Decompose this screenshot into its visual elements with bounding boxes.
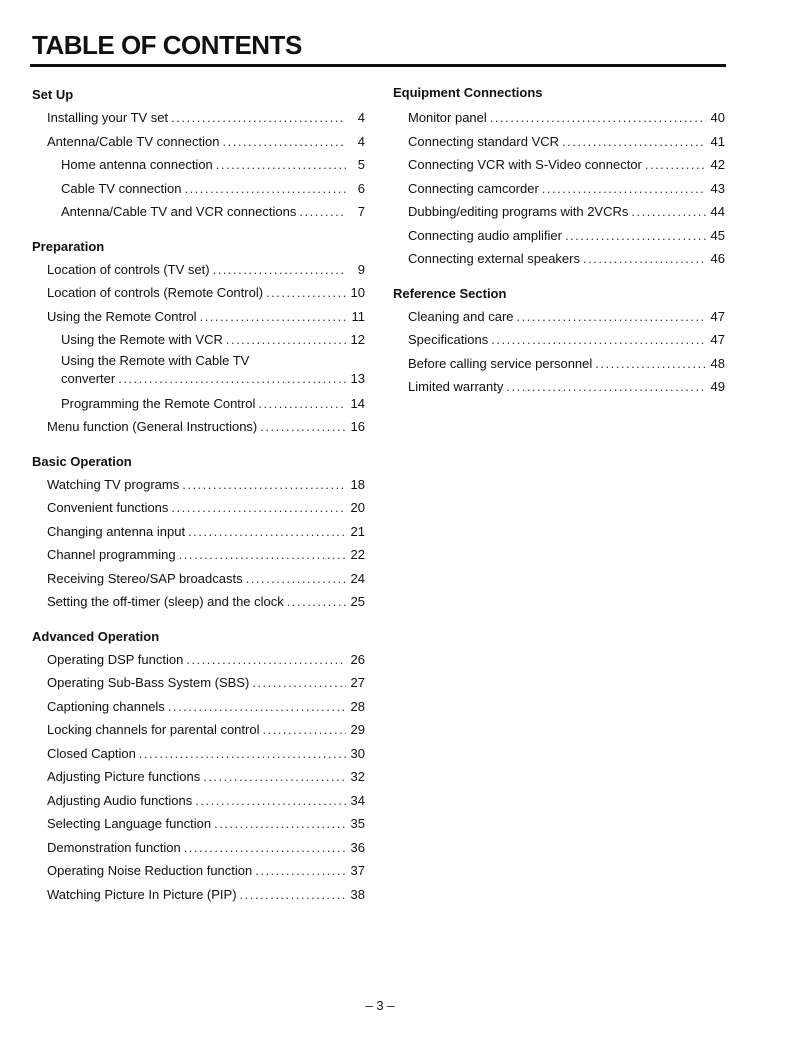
entry-label: Cleaning and care xyxy=(408,308,514,324)
toc-entry[interactable] xyxy=(32,473,365,497)
section-basic-operation xyxy=(32,447,365,614)
entry-label: Menu function (General Instructions) xyxy=(47,419,258,434)
right-column xyxy=(393,80,725,407)
toc-entry[interactable] xyxy=(32,742,365,766)
toc-entry[interactable] xyxy=(32,765,365,789)
entry-page: 4 xyxy=(357,110,365,125)
toc-entry[interactable] xyxy=(393,305,725,329)
entry-label: Convenient functions xyxy=(47,500,169,515)
entry-label: Monitor panel xyxy=(408,110,487,125)
entry-page: 37 xyxy=(350,863,365,878)
entry-page: 24 xyxy=(350,570,365,586)
leader-dots xyxy=(260,415,346,439)
toc-entry[interactable] xyxy=(32,130,365,154)
section-advanced-operation xyxy=(32,622,365,907)
leader-dots xyxy=(595,352,706,376)
toc-entry[interactable] xyxy=(32,883,365,907)
entry-label: Connecting camcorder xyxy=(408,180,539,196)
toc-entry[interactable] xyxy=(32,859,365,883)
leader-dots xyxy=(287,590,346,614)
leader-dots xyxy=(171,106,346,130)
section-reference xyxy=(393,279,725,399)
entry-page: 12 xyxy=(350,332,365,347)
entry-page: 34 xyxy=(350,792,365,808)
leader-dots xyxy=(517,305,706,329)
toc-entry[interactable] xyxy=(393,247,725,271)
entry-label: Receiving Stereo/SAP broadcasts xyxy=(47,570,243,586)
entry-label: Changing antenna input xyxy=(47,523,186,539)
entry-label: Home antenna connection xyxy=(61,157,213,172)
entry-label: Location of controls (Remote Control) xyxy=(47,285,264,300)
leader-dots xyxy=(562,130,706,154)
leader-dots xyxy=(214,812,346,836)
section-heading: Set Up xyxy=(32,87,74,102)
toc-subentry[interactable] xyxy=(32,352,365,392)
leader-dots xyxy=(179,543,346,567)
leader-dots xyxy=(200,305,346,329)
entry-label: Connecting audio amplifier xyxy=(408,227,562,243)
entry-label: Adjusting Audio functions xyxy=(47,792,193,808)
entry-page: 9 xyxy=(357,261,365,277)
entry-label: Locking channels for parental control xyxy=(47,722,260,737)
toc-entry[interactable] xyxy=(32,648,365,672)
leader-dots xyxy=(246,567,346,591)
leader-dots xyxy=(631,200,706,224)
entry-label: Using the Remote with Cable TV xyxy=(61,352,250,368)
leader-dots xyxy=(266,281,346,305)
toc-entry[interactable] xyxy=(32,812,365,836)
toc-entry[interactable] xyxy=(393,375,725,399)
toc-entry[interactable] xyxy=(393,224,725,248)
toc-entry[interactable] xyxy=(32,567,365,591)
entry-page: 22 xyxy=(350,547,365,562)
toc-entry[interactable] xyxy=(32,836,365,860)
entry-page: 47 xyxy=(710,308,725,324)
toc-entry[interactable] xyxy=(32,718,365,742)
entry-label: Captioning channels xyxy=(47,698,165,714)
toc-entry[interactable] xyxy=(393,352,725,376)
entry-label: Antenna/Cable TV connection xyxy=(47,133,220,149)
toc-entry[interactable] xyxy=(393,153,725,177)
toc-entry[interactable] xyxy=(32,305,365,329)
leader-dots xyxy=(182,473,346,497)
leader-dots xyxy=(262,718,346,742)
entry-label: Selecting Language function xyxy=(47,816,212,831)
entry-label: Antenna/Cable TV and VCR connections xyxy=(61,204,297,219)
leader-dots xyxy=(168,695,346,719)
toc-subentry[interactable] xyxy=(32,153,365,177)
leader-dots xyxy=(213,258,346,282)
entry-label: Watching Picture In Picture (PIP) xyxy=(47,886,237,902)
entry-page: 10 xyxy=(350,285,365,300)
entry-label: Using the Remote with VCR xyxy=(61,332,223,347)
entry-label: Closed Caption xyxy=(47,745,136,761)
entry-page: 5 xyxy=(357,157,365,172)
leader-dots xyxy=(299,200,346,224)
entry-page: 14 xyxy=(350,395,365,411)
entry-page: 48 xyxy=(710,355,725,371)
entry-label: Dubbing/editing programs with 2VCRs xyxy=(408,204,629,219)
leader-dots xyxy=(583,247,706,271)
leader-dots xyxy=(186,648,346,672)
entry-label: Operating DSP function xyxy=(47,651,184,667)
entry-page: 29 xyxy=(350,722,365,737)
leader-dots xyxy=(645,153,706,177)
section-heading: Preparation xyxy=(32,238,105,254)
toc-entry[interactable] xyxy=(32,520,365,544)
entry-label: Specifications xyxy=(408,332,489,347)
page-number: – 3 – xyxy=(365,998,395,1013)
toc-entry[interactable] xyxy=(32,281,365,305)
toc-entry[interactable] xyxy=(32,496,365,520)
left-column xyxy=(32,80,365,914)
toc-entry[interactable] xyxy=(32,695,365,719)
entry-label: Channel programming xyxy=(47,547,176,562)
entry-label-continued: converter xyxy=(61,370,116,386)
leader-dots xyxy=(184,836,346,860)
toc-entry[interactable] xyxy=(32,543,365,567)
leader-dots xyxy=(184,177,346,201)
title-rule xyxy=(30,64,726,67)
leader-dots xyxy=(188,520,346,544)
leader-dots xyxy=(240,883,346,907)
page-title: TABLE OF CONTENTS xyxy=(32,30,302,60)
toc-entry[interactable] xyxy=(32,590,365,614)
leader-dots xyxy=(542,177,706,201)
leader-dots xyxy=(252,671,346,695)
entry-page: 46 xyxy=(710,251,725,266)
section-set-up xyxy=(32,80,365,224)
entry-page: 47 xyxy=(710,332,725,347)
toc-entry[interactable] xyxy=(393,200,725,224)
entry-label: Watching TV programs xyxy=(47,476,180,492)
toc-entry[interactable] xyxy=(393,328,725,352)
leader-dots xyxy=(171,496,346,520)
entry-page: 4 xyxy=(357,133,365,149)
toc-entry[interactable] xyxy=(32,789,365,813)
entry-label: Connecting standard VCR xyxy=(408,133,560,149)
entry-page: 49 xyxy=(710,379,725,394)
entry-label: Installing your TV set xyxy=(47,110,169,125)
entry-page: 6 xyxy=(357,180,365,196)
entry-page: 32 xyxy=(350,769,365,784)
toc-entry[interactable] xyxy=(32,415,365,439)
entry-label: Programming the Remote Control xyxy=(61,395,256,411)
entry-label: Adjusting Picture functions xyxy=(47,769,201,784)
section-heading: Basic Operation xyxy=(32,453,132,469)
leader-dots xyxy=(506,375,706,399)
section-heading: Advanced Operation xyxy=(32,628,160,644)
entry-page: 35 xyxy=(350,816,365,831)
entry-page: 38 xyxy=(350,886,365,902)
toc-entry[interactable] xyxy=(393,130,725,154)
section-heading: Equipment Connections xyxy=(393,85,543,100)
entry-page: 40 xyxy=(710,110,725,125)
entry-page: 36 xyxy=(350,839,365,855)
entry-page: 45 xyxy=(710,227,725,243)
entry-label: Using the Remote Control xyxy=(47,308,197,324)
leader-dots xyxy=(216,153,346,177)
entry-label: Limited warranty xyxy=(408,379,504,394)
entry-page: 21 xyxy=(350,523,365,539)
entry-label: Demonstration function xyxy=(47,839,181,855)
toc-subentry[interactable] xyxy=(32,200,365,224)
entry-page: 43 xyxy=(710,180,725,196)
toc-entry[interactable] xyxy=(393,177,725,201)
entry-label: Operating Sub-Bass System (SBS) xyxy=(47,675,250,690)
entry-page: 7 xyxy=(357,204,365,219)
entry-page: 27 xyxy=(350,675,365,690)
entry-page: 44 xyxy=(710,204,725,219)
toc-entry[interactable] xyxy=(32,258,365,282)
toc-subentry[interactable] xyxy=(32,328,365,352)
leader-dots xyxy=(118,369,346,389)
entry-page: 20 xyxy=(350,500,365,515)
entry-page: 16 xyxy=(350,419,365,434)
entry-page: 18 xyxy=(350,476,365,492)
entry-page: 25 xyxy=(350,594,365,609)
entry-label: Before calling service personnel xyxy=(408,355,593,371)
leader-dots xyxy=(195,789,346,813)
leader-dots xyxy=(258,392,346,416)
leader-dots xyxy=(491,328,706,352)
section-preparation xyxy=(32,232,365,439)
toc-subentry[interactable] xyxy=(32,177,365,201)
entry-page: 11 xyxy=(351,308,365,324)
entry-page: 42 xyxy=(710,157,725,172)
entry-page: 13 xyxy=(350,370,365,386)
leader-dots xyxy=(565,224,706,248)
toc-entry[interactable] xyxy=(32,106,365,130)
leader-dots xyxy=(490,106,706,130)
entry-label: Cable TV connection xyxy=(61,180,182,196)
leader-dots xyxy=(139,742,346,766)
toc-subentry[interactable] xyxy=(32,392,365,416)
leader-dots xyxy=(203,765,346,789)
toc-entry[interactable] xyxy=(393,106,725,130)
section-equipment-connections xyxy=(393,80,725,271)
entry-label: Connecting VCR with S-Video connector xyxy=(408,157,642,172)
entry-page: 28 xyxy=(350,698,365,714)
toc-entry[interactable] xyxy=(32,671,365,695)
section-heading: Reference Section xyxy=(393,285,507,301)
leader-dots xyxy=(223,130,347,154)
leader-dots xyxy=(255,859,346,883)
entry-page: 41 xyxy=(710,133,725,149)
entry-label: Connecting external speakers xyxy=(408,251,580,266)
entry-label: Operating Noise Reduction function xyxy=(47,863,253,878)
leader-dots xyxy=(226,328,346,352)
entry-page: 30 xyxy=(350,745,365,761)
entry-label: Setting the off-timer (sleep) and the clock xyxy=(47,594,284,609)
entry-page: 26 xyxy=(350,651,365,667)
entry-label: Location of controls (TV set) xyxy=(47,261,210,277)
